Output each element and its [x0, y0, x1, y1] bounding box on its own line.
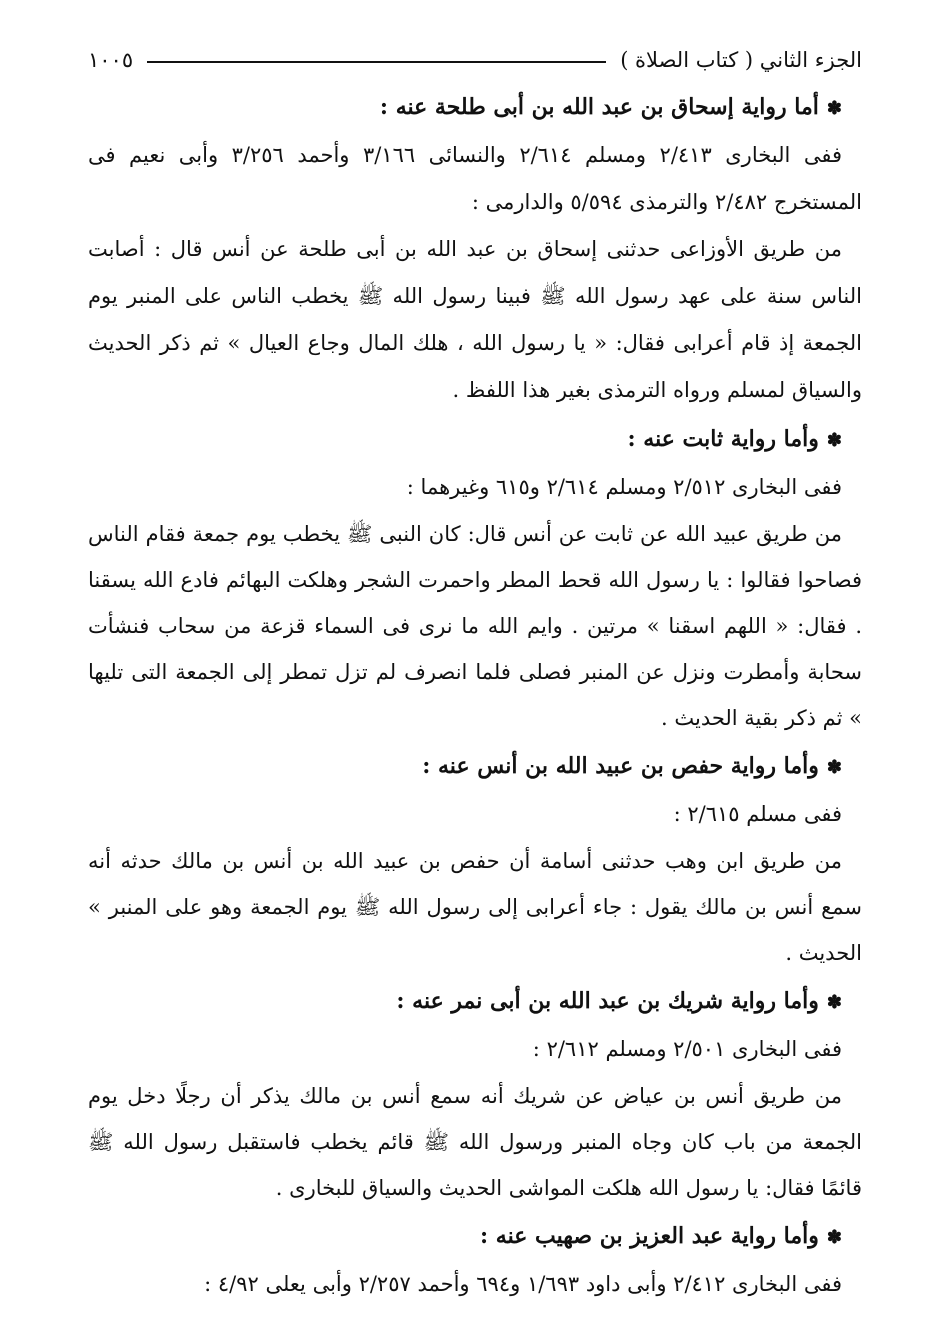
header-title: الجزء الثاني ( كتاب الصلاة ): [620, 48, 862, 72]
section-heading: ✽وأما رواية شريك بن عبد الله بن أبى نمر عنه :: [88, 976, 862, 1026]
section-references: ففى البخارى ٢/٥٠١ ومسلم ٢/٦١٢ :: [532, 1037, 842, 1061]
page-number: ١٠٠٥: [88, 48, 134, 72]
section-references: ففى البخارى ٢/٤١٣ ومسلم ٢/٦١٤ والنسائى ٣/١٦٦ وأحمد ٣/٢٥٦ وأبى نعيم فى المستخرج ٢/٤٨٢ والترمذى ٥/٥٩٤ والدارمى :: [88, 143, 862, 214]
section-text: من طريق الأوزاعى حدثنى إسحاق بن عبد الله بن أبى طلحة عن أنس قال : أصابت الناس سنة على عهد رسول الله ﷺ فبينا رسول الله ﷺ يخطب الناس على المنبر يوم الجمعة إذ قام أعرابى فقال: « يا رسول الله ، هلك المال وجاع العيال » ثم ذكر الحديث والسياق لمسلم ورواه الترمذى بغير هذا اللفظ .: [88, 237, 862, 402]
section-text: من طريق أنس بن عياض عن شريك أنه سمع أنس بن مالك يذكر أن رجلًا دخل يوم الجمعة من باب كان وجاه المنبر ورسول الله ﷺ قائم يخطب فاستقبل رسول الله ﷺ قائمًا فقال: يا رسول الله هلكت المواشى الحديث والسياق للبخارى .: [88, 1084, 862, 1200]
asterisk-icon: ✽: [826, 757, 842, 778]
book-page: [88, 40, 862, 1318]
section-references: ففى البخارى ٢/٥١٢ ومسلم ٢/٦١٤ و٦١٥ وغيرهما :: [406, 475, 842, 499]
section-heading: ✽وأما رواية عبد العزيز بن صهيب عنه :: [88, 1211, 862, 1261]
page-content: [88, 82, 862, 1308]
section-heading: ✽أما رواية إسحاق بن عبد الله بن أبى طلحة عنه :: [88, 82, 862, 132]
header-rule: [147, 61, 606, 63]
asterisk-icon: ✽: [826, 1227, 842, 1248]
section-references: ففى البخارى ٢/٤١٢ وأبى داود ١/٦٩٣ و٦٩٤ وأحمد ٢/٢٥٧ وأبى يعلى ٤/٩٢ :: [204, 1272, 842, 1296]
asterisk-icon: ✽: [826, 992, 842, 1013]
section-heading: ✽وأما رواية حفص بن عبيد الله بن أنس عنه :: [88, 741, 862, 791]
section-heading: ✽وأما رواية ثابت عنه :: [88, 414, 862, 464]
asterisk-icon: ✽: [826, 98, 842, 119]
section-text: من طريق ابن وهب حدثنى أسامة أن حفص بن عبيد الله بن أنس بن مالك حدثه أنه سمع أنس بن مالك يقول : جاء أعرابى إلى رسول الله ﷺ يوم الجمعة وهو على المنبر » الحديث .: [88, 849, 862, 965]
running-header: [88, 40, 862, 80]
asterisk-icon: ✽: [826, 430, 842, 451]
section-text: من طريق عبيد الله عن ثابت عن أنس قال: كان النبى ﷺ يخطب يوم جمعة فقام الناس فصاحوا فقالوا : يا رسول الله قحط المطر واحمرت الشجر وهلكت البهائم فادع الله يسقنا . فقال: « اللهم اسقنا » مرتين . وايم الله ما نرى فى السماء قزعة من سحاب فنشأت سحابة وأمطرت ونزل عن المنبر فصلى فلما انصرف لم تزل تمطر إلى الجمعة التى تليها » ثم ذكر بقية الحديث .: [88, 522, 862, 730]
section-references: ففى مسلم ٢/٦١٥ :: [673, 802, 842, 826]
